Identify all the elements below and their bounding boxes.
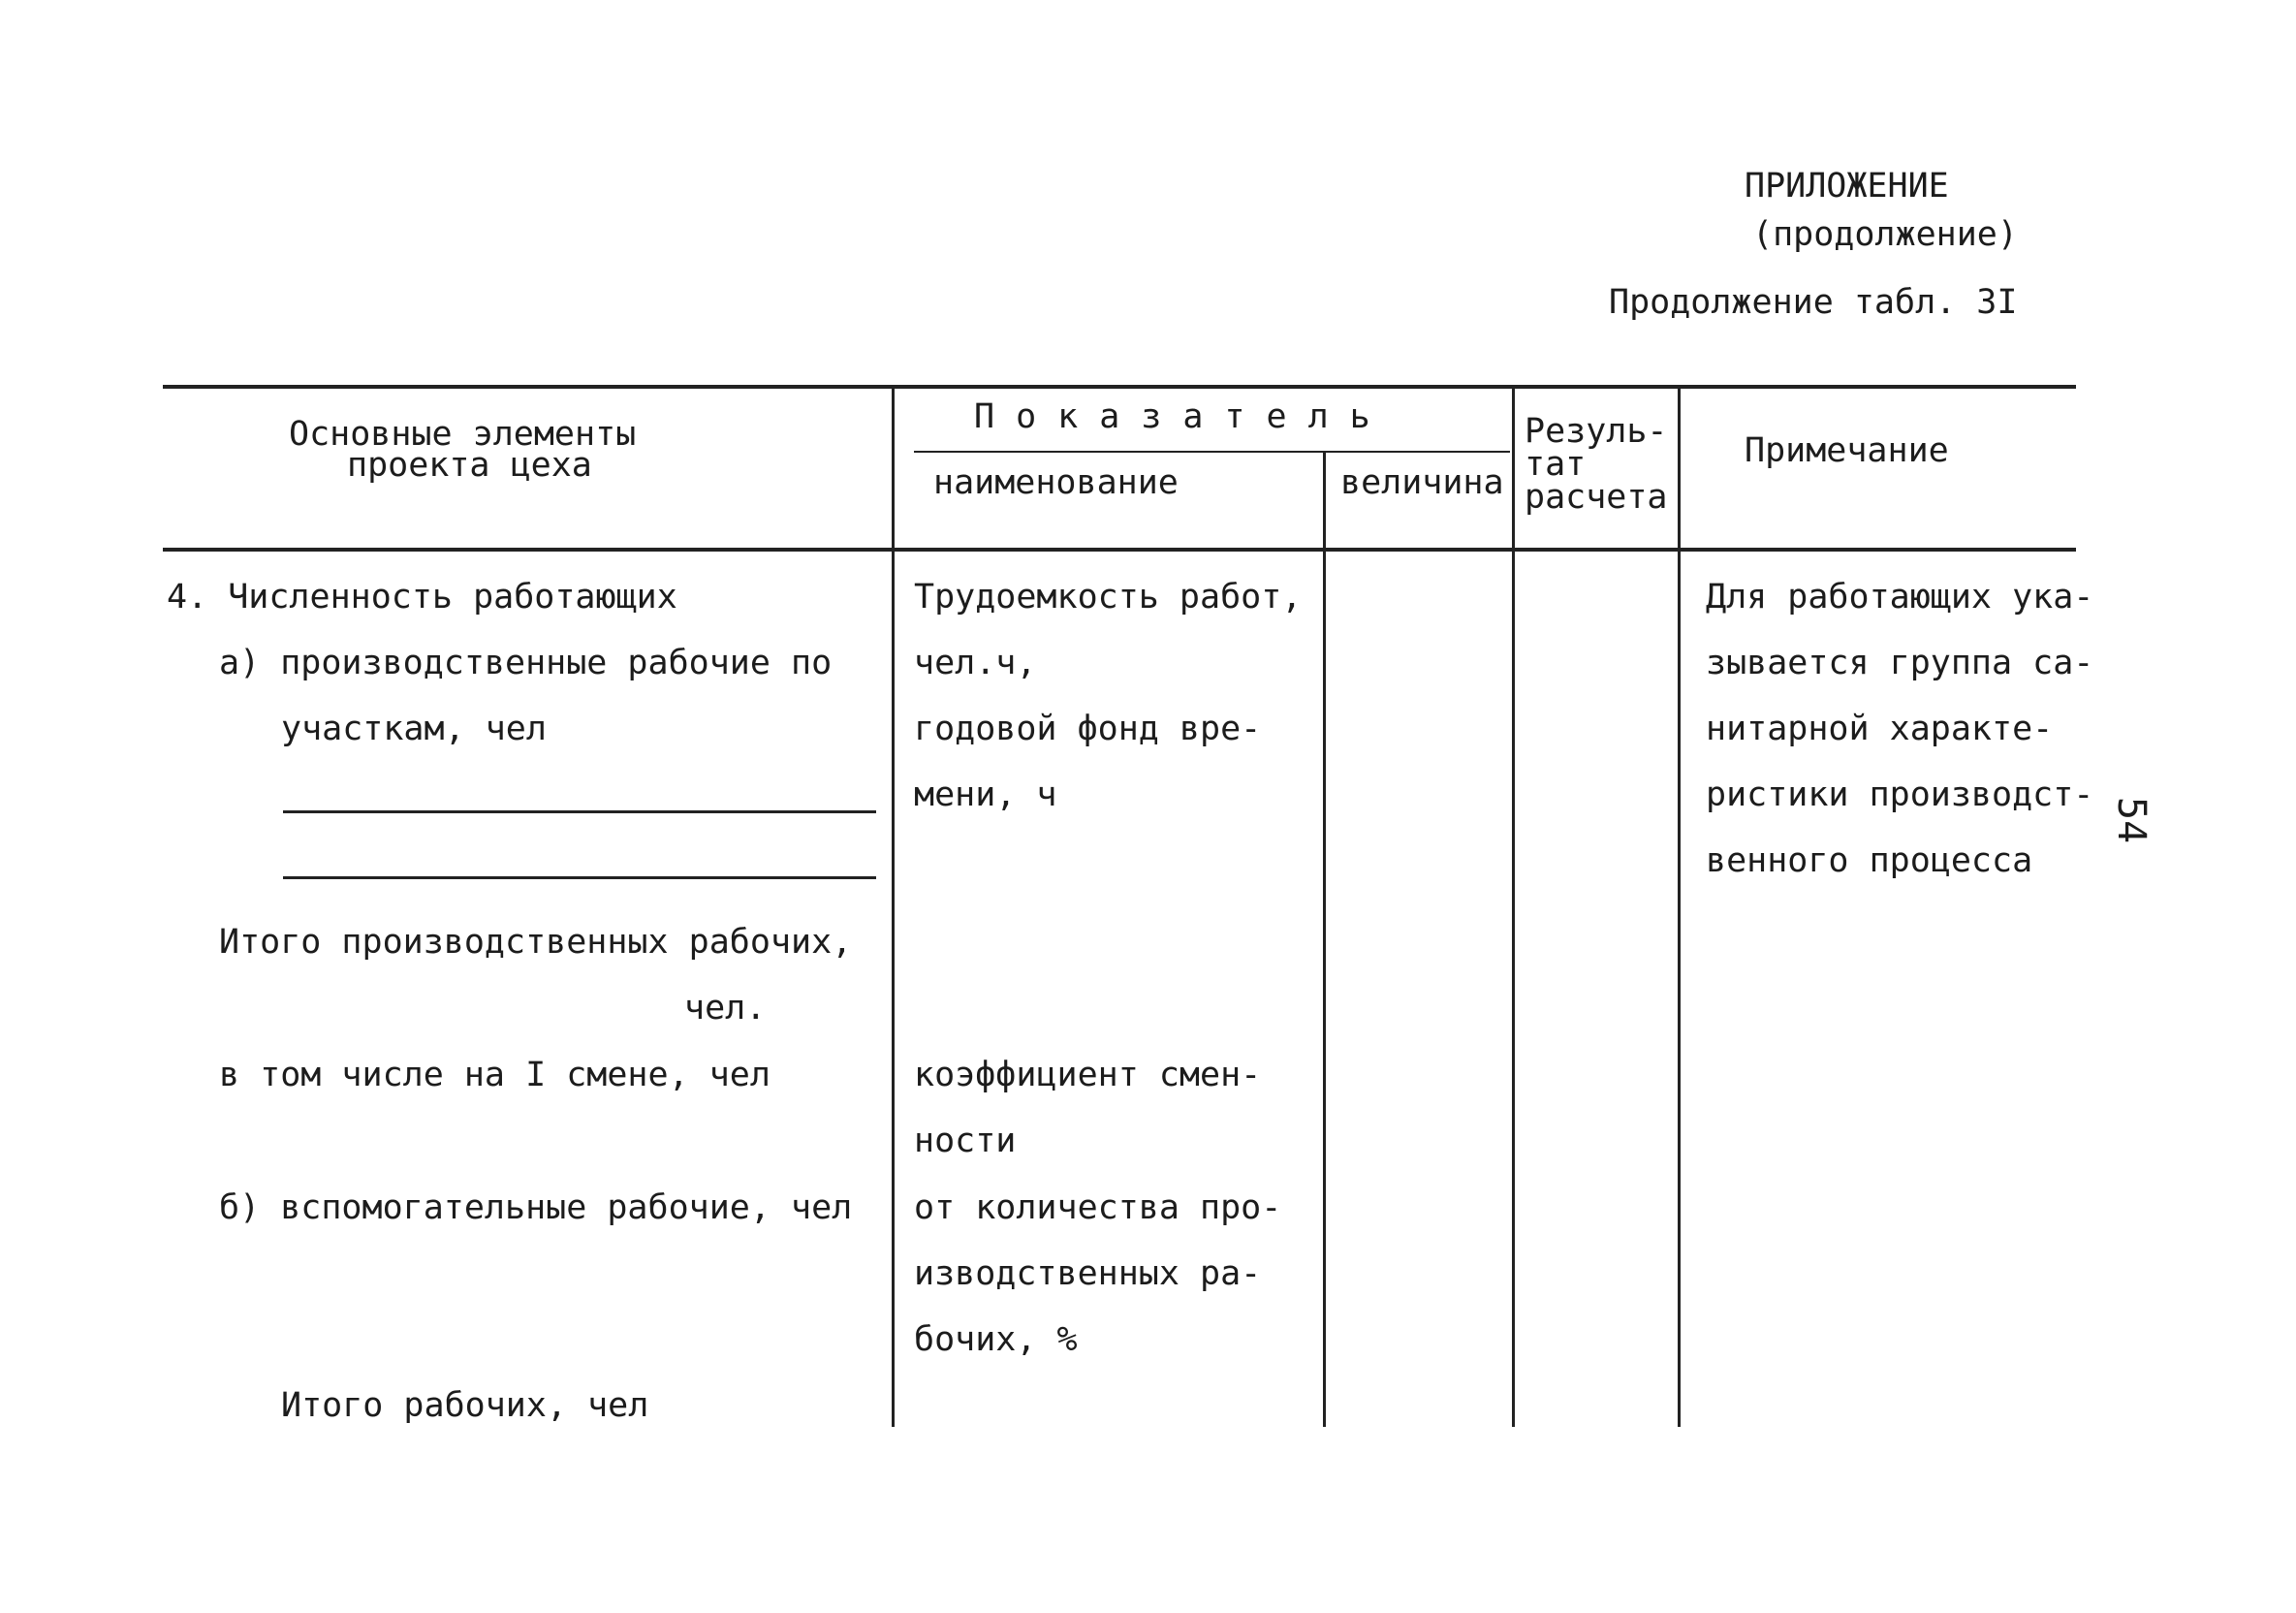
indicator-name-line: чел.ч, xyxy=(914,644,1037,682)
page-number: 54 xyxy=(2109,797,2154,844)
total-workers-line: Итого рабочих, чел xyxy=(281,1386,649,1425)
note-line: Для работающих ука- xyxy=(1706,578,2094,617)
note-header: Примечание xyxy=(1745,431,1949,470)
indicator-header: Показатель xyxy=(974,397,1392,436)
indicator-name-line: от количества про- xyxy=(914,1188,1282,1227)
note-line: зывается группа са- xyxy=(1706,644,2094,682)
first-shift-line: в том числе на I смене, чел xyxy=(219,1056,771,1094)
note-line: венного процесса xyxy=(1706,841,2033,880)
header-bottom-rule xyxy=(163,548,2076,552)
subheader-name: наименование xyxy=(933,463,1179,502)
result-header-line1: Резуль- xyxy=(1525,412,1668,451)
item-a-line2: участкам, чел xyxy=(281,710,547,748)
col1-header-line1: Основные элементы xyxy=(289,415,637,454)
column-divider-3 xyxy=(1512,385,1515,1427)
col1-header-line2: проекта цеха xyxy=(347,446,592,485)
column-divider-1 xyxy=(892,385,895,1427)
fill-in-line xyxy=(283,876,876,879)
note-line: нитарной характе- xyxy=(1706,710,2054,748)
result-header-line2: тат xyxy=(1525,445,1587,484)
table-reference: Продолжение табл. 3I xyxy=(1609,283,2018,322)
result-header-line3: расчета xyxy=(1525,478,1668,517)
indicator-name-line: мени, ч xyxy=(914,775,1057,814)
indicator-name-line: годовой фонд вре- xyxy=(914,710,1262,748)
indicator-name-line: Трудоемкость работ, xyxy=(914,578,1303,617)
total-production-line2: чел. xyxy=(684,989,767,1028)
indicator-name-line: изводственных ра- xyxy=(914,1254,1262,1293)
indicator-name-line: бочих, % xyxy=(914,1320,1078,1359)
subheader-value: величина xyxy=(1340,463,1504,502)
note-line: ристики производст- xyxy=(1706,775,2094,814)
appendix-continuation: (продолжение) xyxy=(1752,215,2018,254)
total-production-line1: Итого производственных рабочих, xyxy=(219,923,853,962)
indicator-name-line: ности xyxy=(914,1122,1017,1160)
appendix-title: ПРИЛОЖЕНИЕ xyxy=(1745,167,1949,206)
item-4-title: 4. Численность работающих xyxy=(167,578,677,617)
indicator-name-line: коэффициент смен- xyxy=(914,1056,1262,1094)
table-top-rule xyxy=(163,385,2076,389)
fill-in-line xyxy=(283,810,876,813)
indicator-divider xyxy=(914,451,1510,453)
item-b-line: б) вспомогательные рабочие, чел xyxy=(219,1188,853,1227)
column-divider-4 xyxy=(1678,385,1681,1427)
item-a-line1: а) производственные рабочие по xyxy=(219,644,833,682)
column-divider-2 xyxy=(1323,453,1326,1427)
